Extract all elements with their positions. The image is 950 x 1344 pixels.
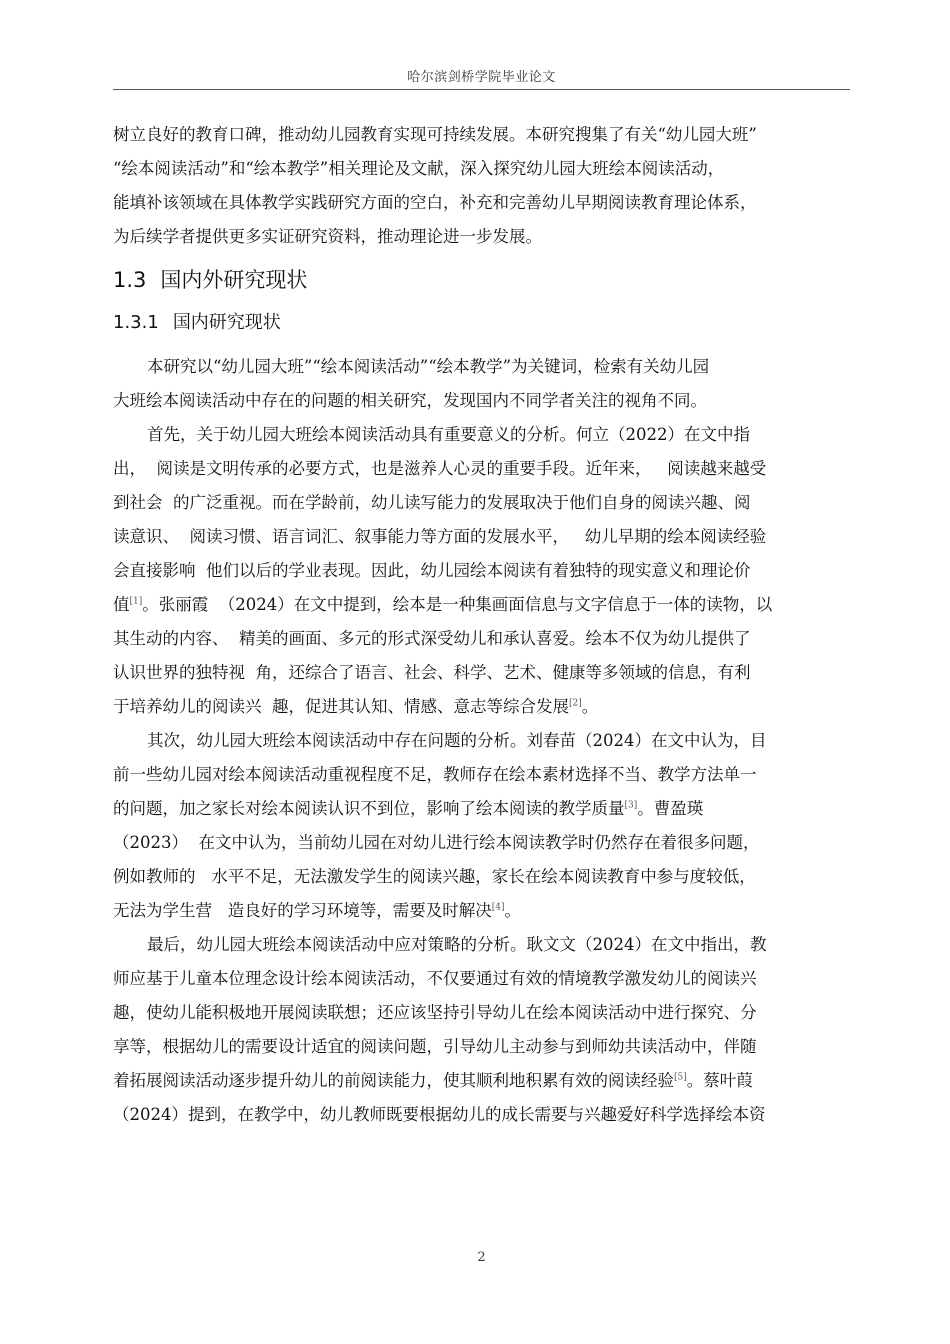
citation-ref[interactable]: [2]: [569, 698, 582, 709]
text-run: 着拓展阅读活动逐步提升幼儿的前阅读能力，使其顺利地积累有效的阅读经验: [113, 1071, 674, 1090]
paragraph-line: 出， 阅读是文明传承的必要方式，也是滋养人心灵的重要手段。近年来， 阅读越来越受: [113, 459, 767, 478]
intro-line: 树立良好的教育口碑，推动幼儿园教育实现可持续发展。本研究搜集了有关“幼儿园大班”: [113, 125, 757, 144]
section-heading: [113, 258, 850, 302]
text-run: 无法为学生营 造良好的学习环境等，需要及时解决: [113, 901, 492, 920]
paragraph-line: 本研究以“幼儿园大班”“绘本阅读活动”“绘本教学”为关键词，检索有关幼儿园: [147, 357, 710, 376]
citation-ref[interactable]: [5]: [674, 1072, 687, 1083]
page-number: 2: [477, 1250, 486, 1265]
paragraph-line: [113, 1064, 850, 1098]
paragraph-line: 师应基于儿童本位理念设计绘本阅读活动，不仅要通过有效的情境教学激发幼儿的阅读兴: [113, 969, 757, 988]
paragraph-line: 享等，根据幼儿的需要设计适宜的阅读问题，引导幼儿主动参与到师幼共读活动中，伴随: [113, 1037, 757, 1056]
citation-ref[interactable]: [3]: [624, 800, 638, 811]
paragraph-line: 认识世界的独特视 角，还综合了语言、社会、科学、艺术、健康等多领域的信息，有利: [113, 663, 751, 682]
subsection-number: 1.3.1: [113, 312, 159, 333]
paragraph-line: 其生动的内容、 精美的画面、多元的形式深受幼儿和承认喜爱。绘本不仅为幼儿提供了: [113, 629, 751, 648]
paragraph-line: 趣，使幼儿能积极地开展阅读联想；还应该坚持引导幼儿在绘本阅读活动中进行探究、分: [113, 1003, 757, 1022]
text-run: 值: [113, 595, 130, 614]
intro-line: “绘本阅读活动”和“绘本教学”相关理论及文献，深入探究幼儿园大班绘本阅读活动，: [113, 159, 725, 178]
section-number: 1.3: [113, 268, 147, 292]
paragraph-line: 到社会 的广泛重视。而在学龄前，幼儿读写能力的发展取决于他们自身的阅读兴趣、阅: [113, 493, 751, 512]
paragraph-line: [113, 894, 850, 928]
subsection-title: 国内研究现状: [172, 312, 281, 333]
paragraph-line: 例如教师的 水平不足，无法激发学生的阅读兴趣，家长在绘本阅读教育中参与度较低，: [113, 867, 756, 886]
text-run: 。: [504, 901, 521, 920]
paragraph-line: 会直接影响 他们以后的学业表现。因此，幼儿园绘本阅读有着独特的现实意义和理论价: [113, 561, 751, 580]
paragraph-line: （2024）提到，在教学中，幼儿教师既要根据幼儿的成长需要与兴趣爱好科学选择绘本资: [113, 1105, 766, 1124]
text-run: 。: [581, 697, 599, 716]
paragraph-line: [113, 690, 850, 724]
paragraph-line: [113, 792, 850, 826]
paragraph-line: 大班绘本阅读活动中存在的问题的相关研究，发现国内不同学者关注的视角不同。: [113, 391, 707, 410]
intro-line: 能填补该领域在具体教学实践研究方面的空白，补充和完善幼儿早期阅读教育理论体系，: [113, 193, 757, 212]
text-run: 。蔡叶葭: [686, 1071, 753, 1090]
text-run: 。曹盈瑛: [637, 799, 704, 818]
citation-ref[interactable]: [4]: [491, 902, 505, 913]
paragraph-line: 首先，关于幼儿园大班绘本阅读活动具有重要意义的分析。何立（2022）在文中指: [147, 425, 750, 444]
paragraph-line: [113, 588, 850, 622]
text-run: 的问题，加之家长对绘本阅读认识不到位，影响了绘本阅读的教学质量: [113, 799, 625, 818]
paragraph-line: 前一些幼儿园对绘本阅读活动重视程度不足，教师存在绘本素材选择不当、教学方法单一: [113, 765, 757, 784]
page-body: [113, 118, 850, 1132]
text-run: 于培养幼儿的阅读兴 趣，促进其认知、情感、意志等综合发展: [113, 697, 569, 716]
citation-ref[interactable]: [1]: [129, 596, 143, 607]
header-rule: [113, 89, 850, 90]
running-header: 哈尔滨剑桥学院毕业论文: [407, 70, 556, 85]
text-run: 。张丽霞 （2024）在文中提到，绘本是一种集画面信息与文字信息于一体的读物，以: [142, 595, 773, 614]
paragraph-line: （2023） 在文中认为，当前幼儿园在对幼儿进行绘本阅读教学时仍然存在着很多问题，: [113, 833, 760, 852]
paragraph-line: 其次，幼儿园大班绘本阅读活动中存在问题的分析。刘春苗（2024）在文中认为，目: [147, 731, 767, 750]
paragraph-line: 读意识、 阅读习惯、语言词汇、叙事能力等方面的发展水平， 幼儿早期的绘本阅读经验: [113, 527, 767, 546]
intro-line: 为后续学者提供更多实证研究资料，推动理论进一步发展。: [113, 227, 542, 246]
paragraph-line: 最后，幼儿园大班绘本阅读活动中应对策略的分析。耿文文（2024）在文中指出，教: [147, 935, 767, 954]
subsection-heading: [113, 302, 850, 344]
section-title: 国内外研究现状: [160, 268, 308, 292]
